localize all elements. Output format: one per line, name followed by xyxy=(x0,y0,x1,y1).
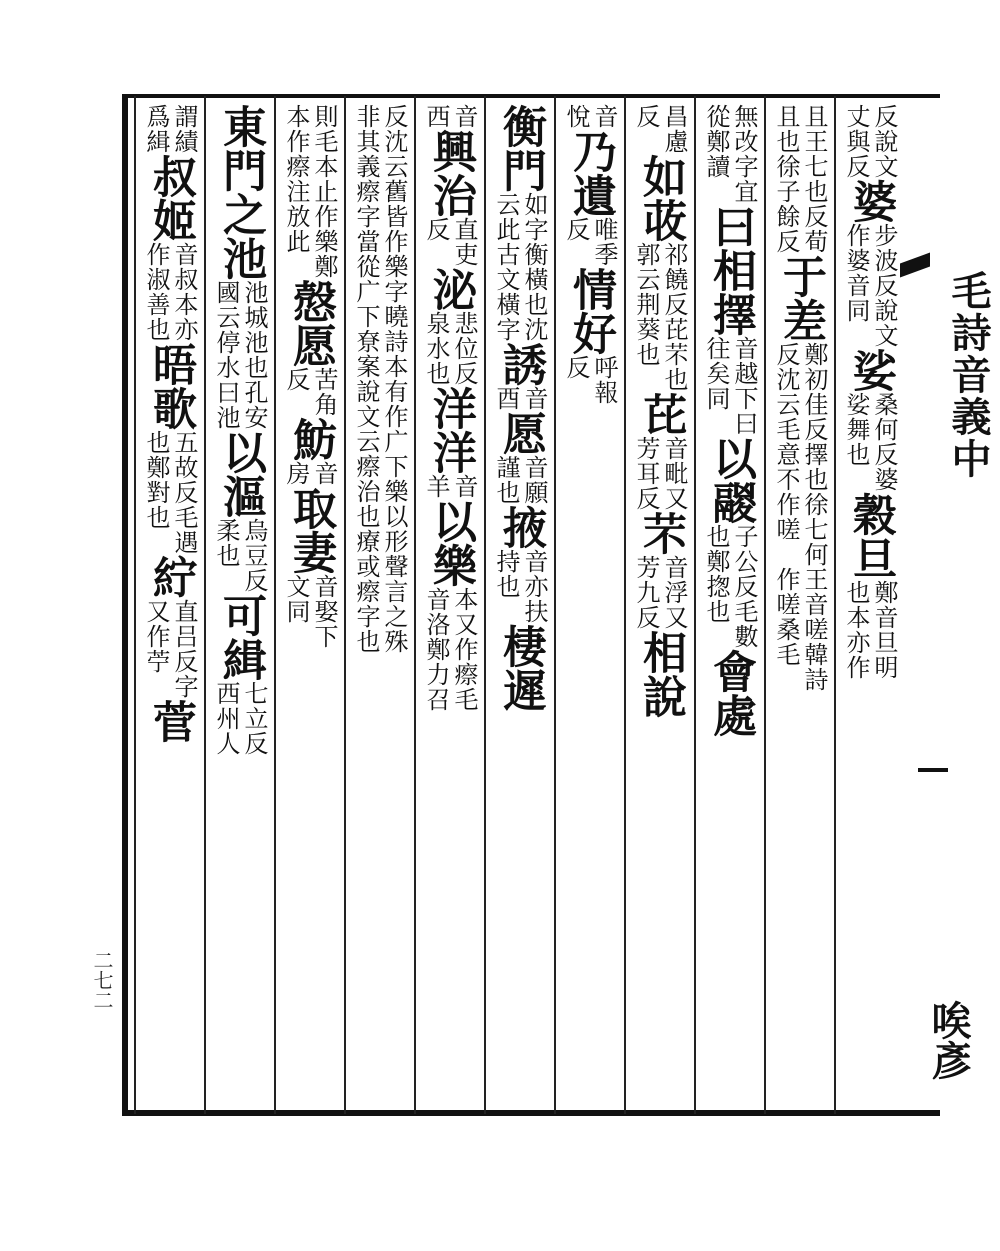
headword: 于差 xyxy=(775,254,826,342)
headword: 以樂 xyxy=(425,499,476,587)
annotation xyxy=(493,192,547,342)
annotation-line: 無改字宜 xyxy=(730,104,758,204)
annotation-line: 且王七也反荀 xyxy=(800,104,828,254)
annotation xyxy=(143,242,197,342)
annotation-line: 音 xyxy=(590,104,618,129)
annotation-line: 芳九反 xyxy=(632,555,660,630)
annotation-line: 祁饒反芘芣也 xyxy=(660,242,688,392)
annotation xyxy=(353,104,407,654)
annotation-line: 作嗟桑毛 xyxy=(772,567,800,667)
annotation-line: 往矣同 xyxy=(702,336,730,411)
annotation-line: 呼報 xyxy=(590,355,618,405)
headword: 穀旦 xyxy=(845,492,896,580)
annotation-line: 持也 xyxy=(492,549,520,599)
text-column xyxy=(205,104,275,1104)
annotation-line: 音 xyxy=(450,104,478,129)
corner-text: 唉彥 xyxy=(925,1000,972,1080)
annotation-line: 謂績 xyxy=(170,104,198,154)
annotation-line: 作婆音同 xyxy=(842,223,870,323)
headword: 菅 xyxy=(145,699,196,743)
annotation xyxy=(633,555,687,630)
annotation-line: 丈與反 xyxy=(842,104,870,179)
annotation-line: 鄭初佳反擇也徐七何 xyxy=(800,342,828,567)
annotation-line: 西州人 xyxy=(212,681,240,756)
annotation xyxy=(493,549,547,624)
annotation xyxy=(283,367,337,417)
annotation xyxy=(843,580,897,680)
annotation-line: 如字衡橫也沈 xyxy=(520,192,548,342)
annotation-line: 悲位反 xyxy=(450,311,478,386)
annotation-line: 反說文 xyxy=(870,104,898,179)
text-column xyxy=(135,104,205,1104)
annotation-line: 反 xyxy=(422,217,450,242)
text-column xyxy=(835,104,905,1104)
annotation-line: 娑舞也 xyxy=(842,392,870,467)
headword: 紵 xyxy=(145,555,196,599)
headword: 晤歌 xyxy=(145,342,196,430)
annotation-line: 音浮又 xyxy=(660,555,688,630)
headword: 興治 xyxy=(425,129,476,217)
annotation-line: 反沈云毛意不作嗟 xyxy=(772,342,800,542)
headword: 魴 xyxy=(285,417,336,461)
annotation-line: 桑何反婆 xyxy=(870,392,898,492)
annotation-line: 本作瘵注放此 xyxy=(282,104,310,254)
annotation xyxy=(703,336,757,436)
annotation-line: 也本亦作 xyxy=(842,580,870,680)
headword: 曰相擇 xyxy=(705,204,756,336)
annotation-line: 柔也 xyxy=(212,518,240,568)
annotation-line: 非其義瘵字當從广下尞案說文云瘵治也療或瘵字也 xyxy=(352,104,380,654)
annotation-line: 郭云荆葵也 xyxy=(632,242,660,367)
annotation-line: 直吕反字 xyxy=(170,599,198,699)
headword: 東門之池 xyxy=(215,104,266,280)
headword: 乃遺 xyxy=(565,129,616,217)
annotation xyxy=(703,104,757,204)
annotation-line: 作淑善也 xyxy=(142,242,170,342)
page-number: 二七二 xyxy=(90,950,114,1010)
annotation xyxy=(423,311,477,386)
annotation xyxy=(213,518,267,593)
margin-title: 毛詩音義中 xyxy=(945,270,992,480)
annotation-line: 芳耳反 xyxy=(632,436,660,511)
headword: 愿 xyxy=(495,411,546,455)
headword: 如荍 xyxy=(635,154,686,242)
annotation xyxy=(633,104,687,154)
annotation-line: 又作苧 xyxy=(142,599,170,674)
headword: 取妻 xyxy=(285,486,336,574)
annotation-line: 五故反毛遇 xyxy=(170,430,198,555)
annotation-line: 云此古文橫字 xyxy=(492,192,520,342)
annotation-line: 池城池也孔安 xyxy=(240,280,268,430)
text-column xyxy=(345,104,415,1104)
headword: 洋洋 xyxy=(425,386,476,474)
text-column xyxy=(625,104,695,1104)
annotation xyxy=(143,104,197,154)
text-column xyxy=(415,104,485,1104)
annotation-line: 房 xyxy=(282,461,310,486)
annotation-line: 唯季 xyxy=(590,217,618,267)
headword: 娑 xyxy=(845,348,896,392)
headword: 相說 xyxy=(635,630,686,718)
annotation xyxy=(843,392,897,492)
annotation-line: 反 xyxy=(632,104,660,129)
annotation xyxy=(843,223,897,348)
headword: 叔姬 xyxy=(145,154,196,242)
annotation-line: 從鄭讀 xyxy=(702,104,730,179)
annotation xyxy=(703,524,757,649)
annotation-line: 音娶下 xyxy=(310,574,338,649)
annotation-line: 羊 xyxy=(422,474,450,499)
annotation-line: 則毛本止作樂鄭 xyxy=(310,104,338,279)
annotation xyxy=(633,242,687,392)
text-column xyxy=(765,104,835,1104)
annotation-line: 泉水也 xyxy=(422,311,450,386)
annotation-line: 音亦扶 xyxy=(520,549,548,624)
annotation-line: 反 xyxy=(282,367,310,392)
headword: 衡門 xyxy=(495,104,546,192)
headword: 掖 xyxy=(495,505,546,549)
annotation xyxy=(423,217,477,267)
headword: 棲遲 xyxy=(495,624,546,712)
annotation-line: 且也徐子餘反 xyxy=(772,104,800,254)
headword: 芣 xyxy=(635,511,686,555)
annotation-line: 音 xyxy=(520,386,548,411)
annotation-line: 國云停水曰池 xyxy=(212,280,240,430)
annotation xyxy=(283,461,337,486)
annotation-line: 音叔本亦 xyxy=(170,242,198,342)
annotation xyxy=(843,104,897,179)
annotation xyxy=(563,104,617,129)
annotation xyxy=(143,430,197,555)
annotation-line: 昌慮 xyxy=(660,104,688,154)
annotation-line: 子公反毛數 xyxy=(730,524,758,649)
headword: 以漚 xyxy=(215,430,266,518)
annotation-line: 步波反說文 xyxy=(870,223,898,348)
headword: 可緝 xyxy=(215,593,266,681)
fold-line xyxy=(918,768,948,772)
annotation xyxy=(283,574,337,649)
annotation-line: 悅 xyxy=(562,104,590,129)
annotation xyxy=(143,599,197,699)
annotation xyxy=(213,681,267,756)
annotation-line: 西 xyxy=(422,104,450,129)
headword: 情好 xyxy=(565,267,616,355)
headword: 誘 xyxy=(495,342,546,386)
annotation-line: 酉 xyxy=(492,386,520,411)
annotation-line: 本又作瘵毛 xyxy=(450,587,478,712)
annotation-line: 反沈云舊皆作樂字曉詩本有作广下樂以形聲言之殊 xyxy=(380,104,408,654)
headword: 會 xyxy=(705,649,756,693)
headword: 婆 xyxy=(845,179,896,223)
column-rule xyxy=(134,96,136,1114)
annotation xyxy=(423,104,477,129)
annotation-line: 直吏 xyxy=(450,217,478,267)
annotation-line: 音 xyxy=(310,461,338,486)
annotation-line: 烏豆反 xyxy=(240,518,268,593)
annotation-line: 也鄭揔也 xyxy=(702,524,730,624)
annotation-line: 音毗又 xyxy=(660,436,688,511)
annotation-line: 七立反 xyxy=(240,681,268,756)
annotation xyxy=(633,436,687,511)
annotation-line: 爲緝 xyxy=(142,104,170,154)
annotation-line: 反 xyxy=(562,217,590,242)
text-column xyxy=(695,104,765,1104)
annotation xyxy=(213,280,267,430)
annotation-line: 鄭音旦明 xyxy=(870,580,898,680)
annotation-line: 音洛鄭力召 xyxy=(422,587,450,712)
annotation-line: 王音嗟韓詩 xyxy=(800,567,828,692)
text-column xyxy=(275,104,345,1104)
annotation xyxy=(773,567,827,692)
annotation xyxy=(563,355,617,405)
text-column xyxy=(485,104,555,1104)
annotation-line: 音越下曰 xyxy=(730,336,758,436)
annotation xyxy=(423,587,477,712)
annotation-line: 也鄭對也 xyxy=(142,430,170,530)
annotation xyxy=(423,474,477,499)
annotation-line: 音願 xyxy=(520,455,548,505)
annotation xyxy=(283,104,337,279)
annotation xyxy=(773,342,827,567)
annotation-line: 苦角 xyxy=(310,367,338,417)
headword: 以鬷 xyxy=(705,436,756,524)
headword: 泌 xyxy=(425,267,476,311)
annotation-line: 謹也 xyxy=(492,455,520,505)
annotation-line: 反 xyxy=(562,355,590,380)
annotation xyxy=(493,455,547,505)
annotation-line: 文同 xyxy=(282,574,310,624)
headword: 處 xyxy=(705,693,756,737)
headword: 慤愿 xyxy=(285,279,336,367)
headword: 芘 xyxy=(635,392,686,436)
annotation xyxy=(563,217,617,267)
text-column xyxy=(555,104,625,1104)
annotation-line: 音 xyxy=(450,474,478,499)
annotation xyxy=(773,104,827,254)
annotation xyxy=(493,386,547,411)
